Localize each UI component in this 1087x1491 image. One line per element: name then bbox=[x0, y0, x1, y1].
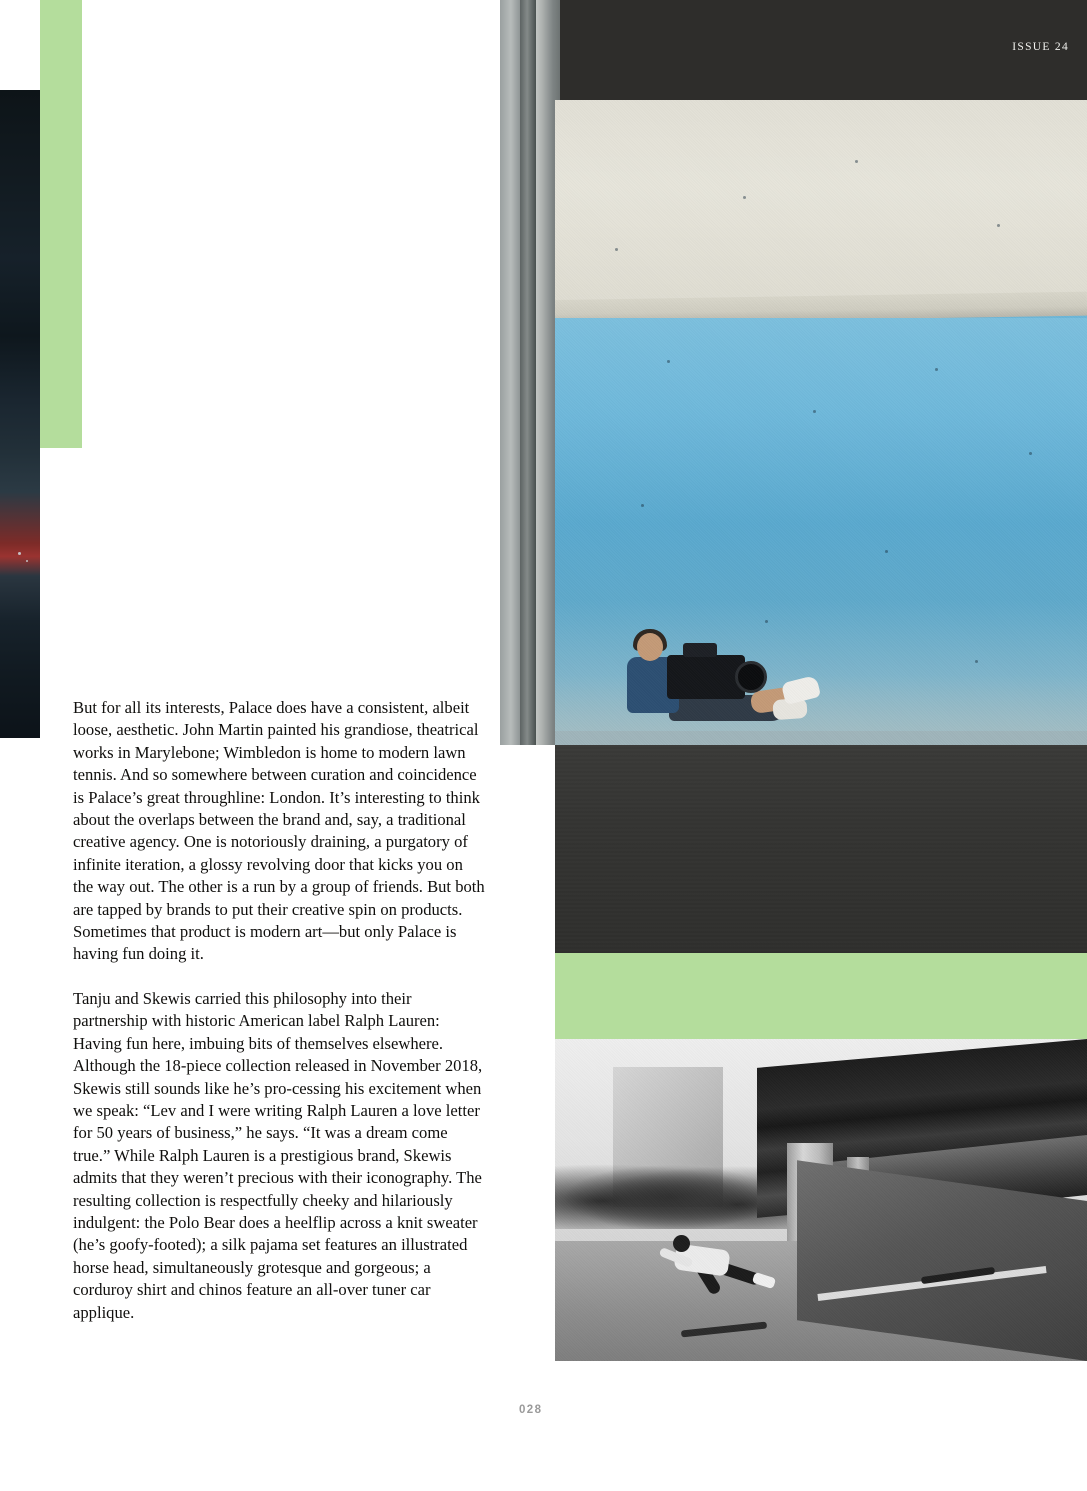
page-gutter-inner-edge bbox=[520, 0, 536, 745]
article-paragraph: But for all its interests, Palace does have a consistent, albeit loose, aesthetic. John Martin painted his grandiose, theatrical works in Marylebone; Wimbledon is home to modern lawn tennis. And so somewhere between curation and coincidence is Palace’s great throughline: London. It’s interesting to think about the overlaps between the brand and, say, a traditional creative agency. One is notoriously draining, a purgatory of infinite iteration, a glossy revolving door that kicks you on the way out. The other is a run by a group of friends. But both are tapped by brands to put their creative spin on products. Sometimes that product is modern art—but only Palace is having fun doing it. bbox=[73, 698, 485, 964]
left-edge-night-photo bbox=[0, 90, 40, 738]
header-dark-band bbox=[555, 0, 1087, 100]
skater-filming-blue-wall-photo bbox=[555, 100, 1087, 745]
page-gutter-shadow bbox=[500, 0, 560, 745]
page-number: 028 bbox=[519, 1404, 543, 1416]
concrete-ceiling bbox=[555, 100, 1087, 315]
dark-asphalt-band bbox=[555, 745, 1087, 953]
band-texture bbox=[555, 745, 1087, 953]
skateboarder-figure bbox=[663, 1233, 783, 1333]
article-paragraph: Tanju and Skewis carried this philosophy into their partnership with historic American label Ralph Lauren: Having fun here, imbuing bits of themselves elsewhere. Although the 18-piece collection released in November 2018, Skewis still sounds like he’s pro-cessing his excitement when we speak: “Lev and I were writing Ralph Lauren a love letter for 50 years of business,” he says. “It was a dream come true.” While Ralph Lauren is a prestigious brand, Skewis admits that they weren’t precious with their iconography. The resulting collection is respectfully cheeky and hilariously indulgent: the Polo Bear does a heelflip across a knit sweater (he’s goofy-footed); a silk pajama set features an illustrated horse head, simultaneously grotesque and gorgeous; a corduroy shirt and chinos feature an all-over tuner car applique. bbox=[73, 988, 483, 1322]
skater-under-overpass-bw-photo bbox=[555, 1039, 1087, 1361]
seated-videographer-figure bbox=[623, 633, 823, 743]
left-green-accent-bar bbox=[40, 0, 82, 448]
video-camera bbox=[667, 655, 745, 699]
camera-lens bbox=[735, 661, 767, 693]
article-body bbox=[73, 697, 485, 1324]
issue-label: ISSUE 24 bbox=[1012, 41, 1069, 53]
green-accent-band bbox=[555, 953, 1087, 1039]
